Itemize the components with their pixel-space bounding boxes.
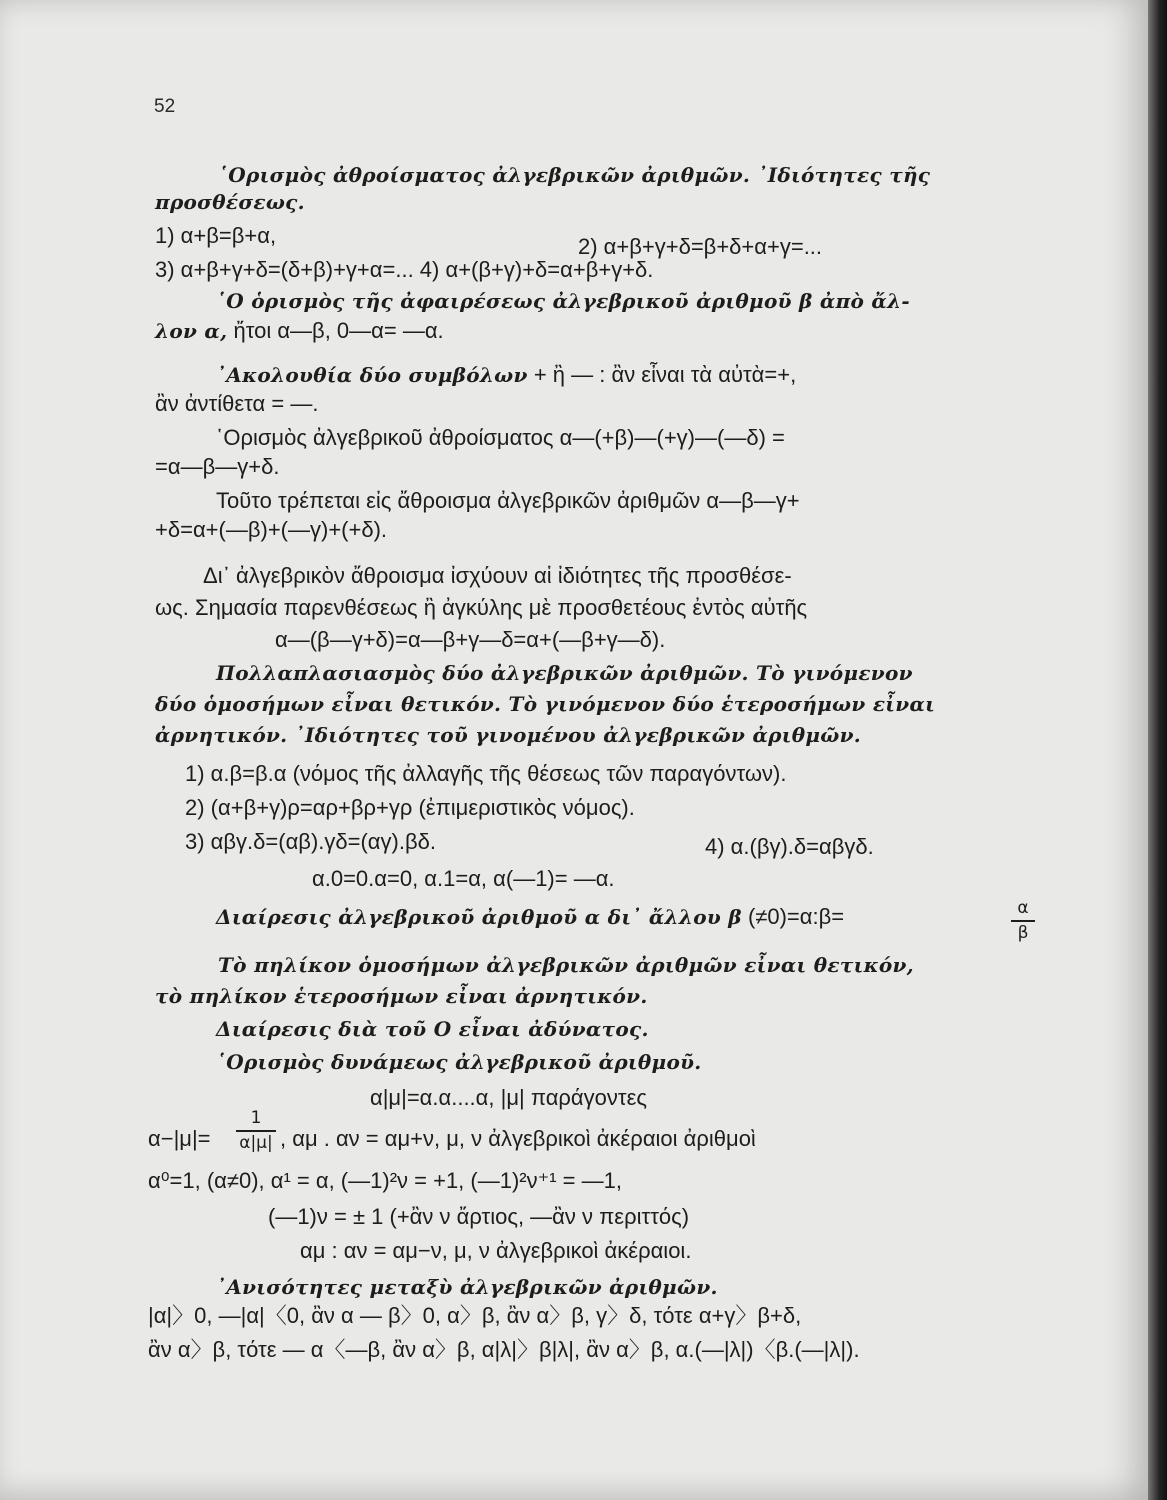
associative-law: 3) αβγ.δ=(αβ).γδ=(αγ).βδ.	[185, 829, 436, 854]
fraction-bar-ab	[1011, 920, 1035, 922]
division-by-zero: Διαίρεσις διὰ τοῦ Ο εἶναι ἀδύνατος.	[216, 1017, 649, 1041]
subtraction-term: λον α,	[155, 319, 228, 343]
multiplication-properties-heading: ἀρνητικόν. ᾿Ιδιότητες τοῦ γινομένου ἀλγεβρικῶν ἀριθμῶν.	[155, 723, 862, 747]
associative-law-4: 4) α.(βγ).δ=αβγδ.	[705, 834, 874, 859]
page-number: 52	[154, 96, 176, 117]
formula-3-4: 3) α+β+γ+δ=(δ+β)+γ+α=... 4) α+(β+γ)+δ=α+β+γ+δ.	[155, 257, 654, 282]
power-product-rule: , αμ . αν = αμ+ν, μ, ν ἀλγεβρικοὶ ἀκέραιοι ἀριθμοὶ	[280, 1126, 756, 1151]
sign-sequence-heading: ᾿Ακολουθία δύο συμβόλων	[216, 363, 528, 387]
power-quotient-rule: αμ : αν = αμ−ν, μ, ν ἀλγεβρικοὶ ἀκέραιοι.	[300, 1238, 692, 1263]
inequalities-line-2: ἂν α〉β, τότε — α〈—β, ἂν α〉β, α|λ|〉β|λ|, ἂν α〉β, α.(—|λ|)〈β.(—|λ|).	[148, 1337, 860, 1362]
heading-sum-definition-cont: προσθέσεως.	[155, 190, 305, 214]
heading-multiplication: Πολλαπλασιασμὸς δύο ἀλγεβρικῶν ἀριθμῶν. Τὸ γινόμενον	[216, 661, 913, 685]
fraction-denominator-power: α|μ|	[239, 1133, 273, 1153]
multiplication-sign-rule: δύο ὁμοσήμων εἶναι θετικόν. Τὸ γινόμενον δύο ἑτεροσήμων εἶναι	[155, 692, 936, 716]
zero-one-identities: α.0=0.α=0, α.1=α, α(—1)= —α.	[312, 866, 615, 891]
heading-sum-definition: ῾Ορισμὸς ἀθροίσματος ἀλγεβρικῶν ἀριθμῶν. ᾿Ιδιότητες τῆς	[218, 163, 931, 187]
heading-subtraction: ῾Ο ὁρισμὸς τῆς ἀφαιρέσεως ἀλγεβρικοῦ ἀριθμοῦ β ἀπὸ ἄλ-	[216, 289, 911, 313]
inequalities-line-1: |α|〉0, —|α|〈0, ἂν α — β〉0, α〉β, ἂν α〉β, γ〉δ, τότε α+γ〉β+δ,	[148, 1303, 802, 1328]
fraction-numerator-alpha: α	[1017, 898, 1029, 918]
power-definition: α|μ|=α.α....α, |μ| παράγοντες	[370, 1085, 647, 1110]
sign-opposite-rule: ἂν ἀντίθετα = —.	[155, 391, 319, 416]
sum-conversion: Τοῦτο τρέπεται εἰς ἄθροισμα ἀλγεβρικῶν ἀριθμῶν α—β—γ+	[216, 488, 800, 513]
negative-power-lhs: α−|μ|=	[148, 1126, 211, 1151]
sign-sequence-rule: + ἢ — : ἂν εἶναι τὰ αὐτὰ=+,	[527, 362, 797, 387]
minus-one-power: (—1)ν = ± 1 (+ἂν ν ἄρτιος, —ἂν ν περιττός)	[268, 1204, 690, 1229]
heading-power: ῾Ορισμὸς δυνάμεως ἀλγεβρικοῦ ἀριθμοῦ.	[216, 1050, 702, 1074]
formula-2: 2) α+β+γ+δ=β+δ+α+γ=...	[578, 234, 823, 259]
algebraic-sum-def: ῾Ορισμὸς ἀλγεβρικοῦ ἀθροίσματος α—(+β)—(+γ)—(—δ) =	[216, 425, 785, 450]
fraction-denominator-beta: β	[1017, 923, 1029, 943]
division-formula: (≠0)=α:β=	[741, 904, 845, 929]
sign-sequence-line	[216, 362, 796, 389]
commutative-law: 1) α.β=β.α (νόμος τῆς ἀλλαγῆς τῆς θέσεως τῶν παραγόντων).	[185, 761, 787, 786]
parentheses-formula: α—(β—γ+δ)=α—β+γ—δ=α+(—β+γ—δ).	[275, 627, 666, 652]
heading-inequalities: ᾿Ανισότητες μεταξὺ ἀλγεβρικῶν ἀριθμῶν.	[216, 1275, 718, 1299]
division-line	[216, 904, 844, 931]
parentheses-note: ως. Σημασία παρενθέσεως ἢ ἀγκύλης μὲ προσθετέους ἐντὸς αὐτῆς	[155, 595, 808, 620]
formula-1: 1) α+β=β+α,	[155, 223, 277, 248]
power-identities: α⁰=1, (α≠0), α¹ = α, (—1)²ν = +1, (—1)²ν⁺¹ = —1,	[148, 1168, 622, 1193]
fraction-numerator-one: 1	[250, 1108, 262, 1128]
fraction-bar-power	[236, 1130, 276, 1132]
division-heading: Διαίρεσις ἀλγεβρικοῦ ἀριθμοῦ α δι᾿ ἄλλου β	[216, 905, 742, 929]
subtraction-formula: ἤτοι α—β, 0—α= —α.	[227, 318, 444, 343]
subtraction-line	[155, 318, 444, 345]
quotient-sign-rule: Τὸ πηλίκον ὁμοσήμων ἀλγεβρικῶν ἀριθμῶν εἶναι θετικόν,	[218, 953, 914, 977]
sum-properties-note: Δι᾿ ἀλγεβρικὸν ἄθροισμα ἰσχύουν αἱ ἰδιότητες τῆς προσθέσε-	[203, 563, 792, 588]
quotient-sign-rule-cont: τὸ πηλίκον ἑτεροσήμων εἶναι ἀρνητικόν.	[155, 984, 648, 1008]
sum-conversion-result: +δ=α+(—β)+(—γ)+(+δ).	[155, 517, 388, 542]
book-edge-shadow	[1148, 0, 1167, 1500]
algebraic-sum-result: =α—β—γ+δ.	[155, 454, 280, 479]
distributive-law: 2) (α+β+γ)ρ=αρ+βρ+γρ (ἐπιμεριστικὸς νόμος).	[185, 795, 635, 820]
